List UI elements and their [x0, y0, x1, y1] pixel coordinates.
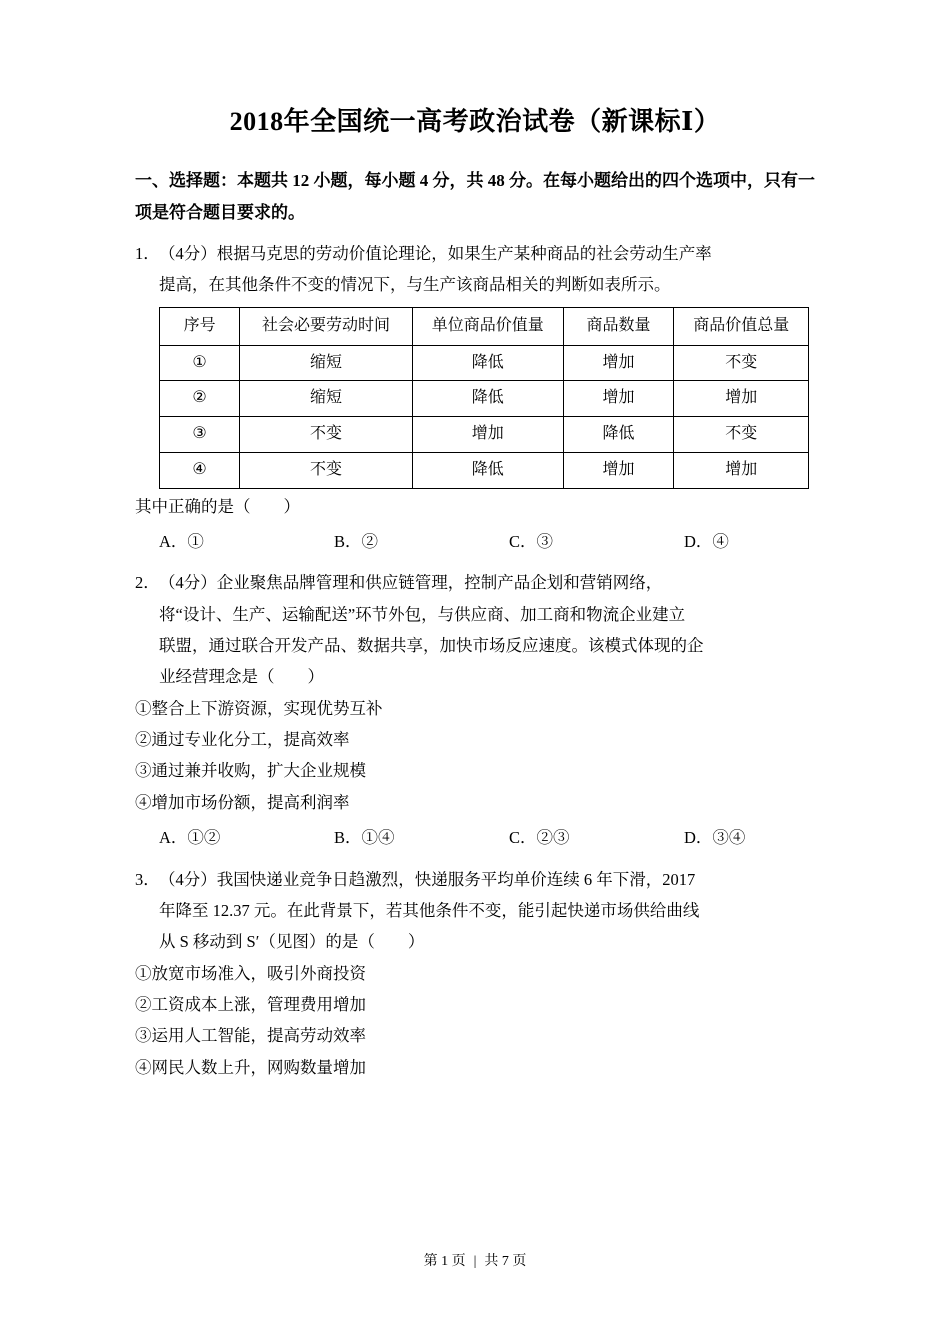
table-row [160, 381, 809, 417]
table-header-cell: 商品价值总量 [674, 307, 809, 345]
question-2-line-4: 业经营理念是（ ） [159, 667, 324, 687]
question-2-number: 2． [135, 573, 160, 593]
question-3-number: 3． [135, 869, 160, 889]
question-2-line-3: 联盟，通过联合开发产品、数据共享，加快市场反应速度。该模式体现的企 [159, 636, 704, 656]
table-row [160, 417, 809, 453]
question-1-number: 1． [135, 244, 160, 264]
table-cell: ④ [160, 452, 240, 488]
table-cell: 增加 [674, 381, 809, 417]
table-cell: 降低 [563, 417, 674, 453]
table-cell: 缩短 [240, 381, 413, 417]
table-cell: 不变 [674, 417, 809, 453]
table-header-row [160, 307, 809, 345]
question-3-item-4: ④网民人数上升，网购数量增加 [135, 1057, 366, 1077]
page-title: 2018年全国统一高考政治试卷（新课标Ⅰ） [229, 107, 721, 136]
footer-separator: | [473, 1254, 477, 1269]
question-3-line-3: 从 S 移动到 S′（见图）的是（ ） [159, 932, 425, 952]
page-footer [0, 1250, 950, 1270]
question-1-prompt: 其中正确的是（ ） [135, 496, 300, 516]
option-b[interactable]: B．①④ [334, 828, 395, 848]
question-3-item-2: ②工资成本上涨，管理费用增加 [135, 994, 366, 1014]
question-1 [135, 238, 815, 557]
table-cell: 不变 [240, 452, 413, 488]
question-2-item-4: ④增加市场份额，提高利润率 [135, 792, 350, 812]
table-cell: 降低 [412, 345, 563, 381]
question-1-table [159, 307, 809, 489]
question-2-line-1: （4分）企业聚焦品牌管理和供应链管理，控制产品企划和营销网络， [159, 573, 663, 593]
question-2-item-3: ③通过兼并收购，扩大企业规模 [135, 761, 366, 781]
option-a[interactable]: A．①② [159, 828, 221, 848]
table-cell: 不变 [674, 345, 809, 381]
table-cell: 增加 [563, 381, 674, 417]
question-2-item-1: ①整合上下游资源，实现优势互补 [135, 698, 383, 718]
table-cell: 增加 [563, 345, 674, 381]
question-3-item-1: ①放宽市场准入，吸引外商投资 [135, 963, 366, 983]
table-header-cell: 商品数量 [563, 307, 674, 345]
table-cell: 降低 [412, 452, 563, 488]
section-heading-body: 本题共 12 小题，每小题 4 分，共 48 分。在每小题给出的四个选项中，只有一项是符合题目要求的。 [135, 171, 815, 222]
question-1-line-1: （4分）根据马克思的劳动价值论理论，如果生产某种商品的社会劳动生产率 [159, 244, 712, 264]
table-header-cell: 社会必要劳动时间 [240, 307, 413, 345]
table-cell: 不变 [240, 417, 413, 453]
table-cell: ① [160, 345, 240, 381]
question-2 [135, 567, 815, 853]
option-a[interactable]: A．① [159, 532, 204, 552]
table-cell: 增加 [412, 417, 563, 453]
option-d[interactable]: D．④ [684, 532, 729, 552]
question-3 [135, 864, 815, 1083]
table-cell: 缩短 [240, 345, 413, 381]
option-c[interactable]: C．②③ [509, 828, 570, 848]
option-d[interactable]: D．③④ [684, 828, 746, 848]
question-3-line-2: 年降至 12.37 元。在此背景下，若其他条件不变，能引起快递市场供给曲线 [159, 900, 700, 920]
table-cell: 增加 [674, 452, 809, 488]
table-cell: 增加 [563, 452, 674, 488]
table-cell: ② [160, 381, 240, 417]
section-heading-lead: 一、选择题： [135, 171, 237, 191]
question-3-item-3: ③运用人工智能，提高劳动效率 [135, 1026, 366, 1046]
table-cell: ③ [160, 417, 240, 453]
question-1-line-2: 提高，在其他条件不变的情况下，与生产该商品相关的判断如表所示。 [159, 275, 671, 295]
option-c[interactable]: C．③ [509, 532, 554, 552]
section-heading [135, 165, 815, 228]
table-row [160, 345, 809, 381]
question-1-options [159, 526, 815, 557]
table-row [160, 452, 809, 488]
question-2-line-2: 将“设计、生产、运输配送”环节外包，与供应商、加工商和物流企业建立 [159, 604, 686, 624]
option-b[interactable]: B．② [334, 532, 379, 552]
footer-page-number: 第 1 页 [423, 1254, 466, 1269]
table-cell: 降低 [412, 381, 563, 417]
table-header-cell: 单位商品价值量 [412, 307, 563, 345]
question-3-line-1: （4分）我国快递业竞争日趋激烈，快递服务平均单价连续 6 年下滑，2017 [159, 869, 696, 889]
question-2-options [159, 822, 815, 853]
table-header-cell: 序号 [160, 307, 240, 345]
question-2-item-2: ②通过专业化分工，提高效率 [135, 730, 350, 750]
footer-total-pages: 共 7 页 [484, 1254, 527, 1269]
